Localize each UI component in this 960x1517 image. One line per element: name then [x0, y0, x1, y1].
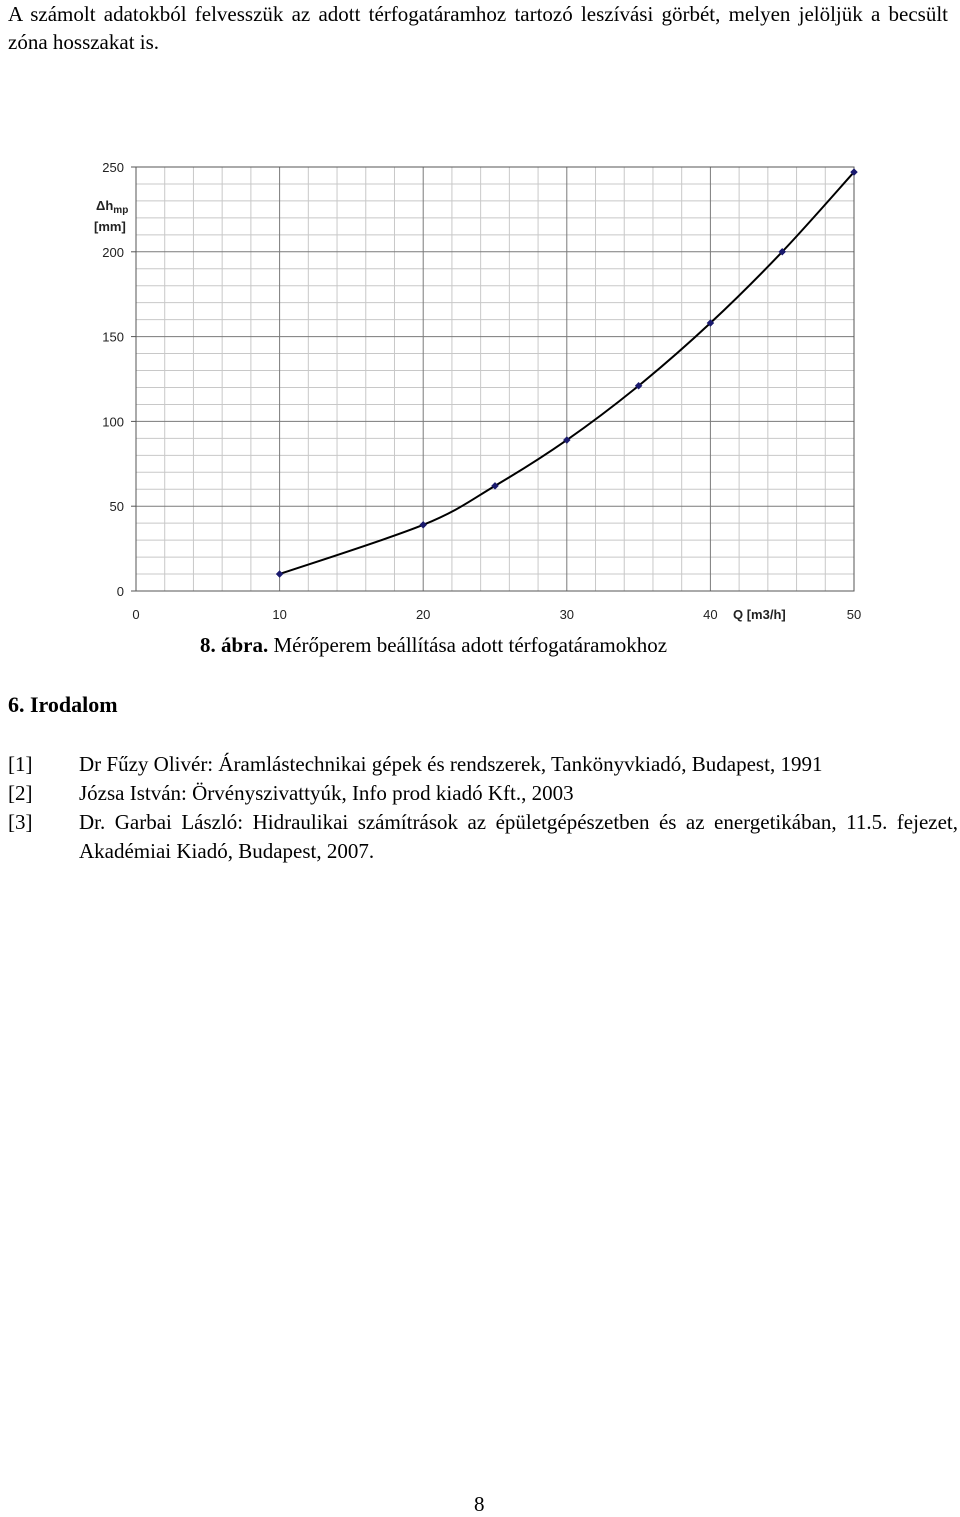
data-point [420, 521, 427, 528]
chart-grid [136, 167, 854, 591]
data-point [276, 571, 283, 578]
reference-text: Dr Fűzy Olivér: Áramlástechnikai gépek és rendszerek, Tankönyvkiadó, Budapest, 1991 [79, 752, 823, 776]
chart-ticks [102, 160, 861, 622]
page-number: 8 [474, 1492, 485, 1516]
reference-text: Dr. Garbai László: Hidraulikai számítrások az épületgépészetben és az energetikában, 11.5. fejezet, Akadémiai Kiadó, Budapest, 2007. [79, 810, 958, 863]
y-axis-unit: [mm] [94, 219, 126, 234]
reference-number: [3] [8, 810, 33, 834]
section-title: 6. Irodalom [8, 692, 118, 717]
intro-paragraph: A számolt adatokból felvesszük az adott térfogatáramhoz tartozó leszívási görbét, melyen jelöljük a becsült zóna hosszakat is. [8, 2, 948, 54]
x-tick-label: 20 [415, 607, 431, 622]
y-tick-label: 100 [102, 414, 124, 430]
chart-axes [136, 167, 854, 591]
references-list [8, 750, 958, 866]
y-tick-label: 200 [102, 244, 124, 260]
plot-frame [136, 167, 854, 591]
reference-item [8, 779, 958, 808]
reference-text: Józsa István: Örvényszivattyúk, Info prod kiadó Kft., 2003 [79, 781, 574, 805]
y-tick-label: 150 [102, 329, 124, 345]
x-axis-label: Q [m3/h] [733, 607, 786, 622]
x-tick-label: 40 [703, 607, 718, 622]
figure-caption-text: Mérőperem beállítása adott térfogatáramokhoz [268, 633, 668, 657]
reference-item [8, 808, 958, 866]
figure-number: 8. ábra. [200, 633, 269, 657]
y-tick-label: 0 [116, 584, 124, 599]
x-tick-label: 50 [846, 607, 862, 622]
y-tick-label: 50 [109, 499, 124, 515]
x-tick-label: 10 [272, 607, 287, 622]
y-axis-label: $\Delta h_{mp}$ [96, 198, 129, 216]
x-tick-label: 0 [132, 607, 140, 622]
reference-number: [2] [8, 781, 33, 805]
y-tick-label: 250 [102, 160, 124, 175]
headloss-chart [0, 150, 960, 630]
figure-caption [200, 633, 667, 658]
x-tick-label: 30 [559, 607, 575, 622]
reference-number: [1] [8, 752, 33, 776]
reference-item [8, 750, 958, 779]
